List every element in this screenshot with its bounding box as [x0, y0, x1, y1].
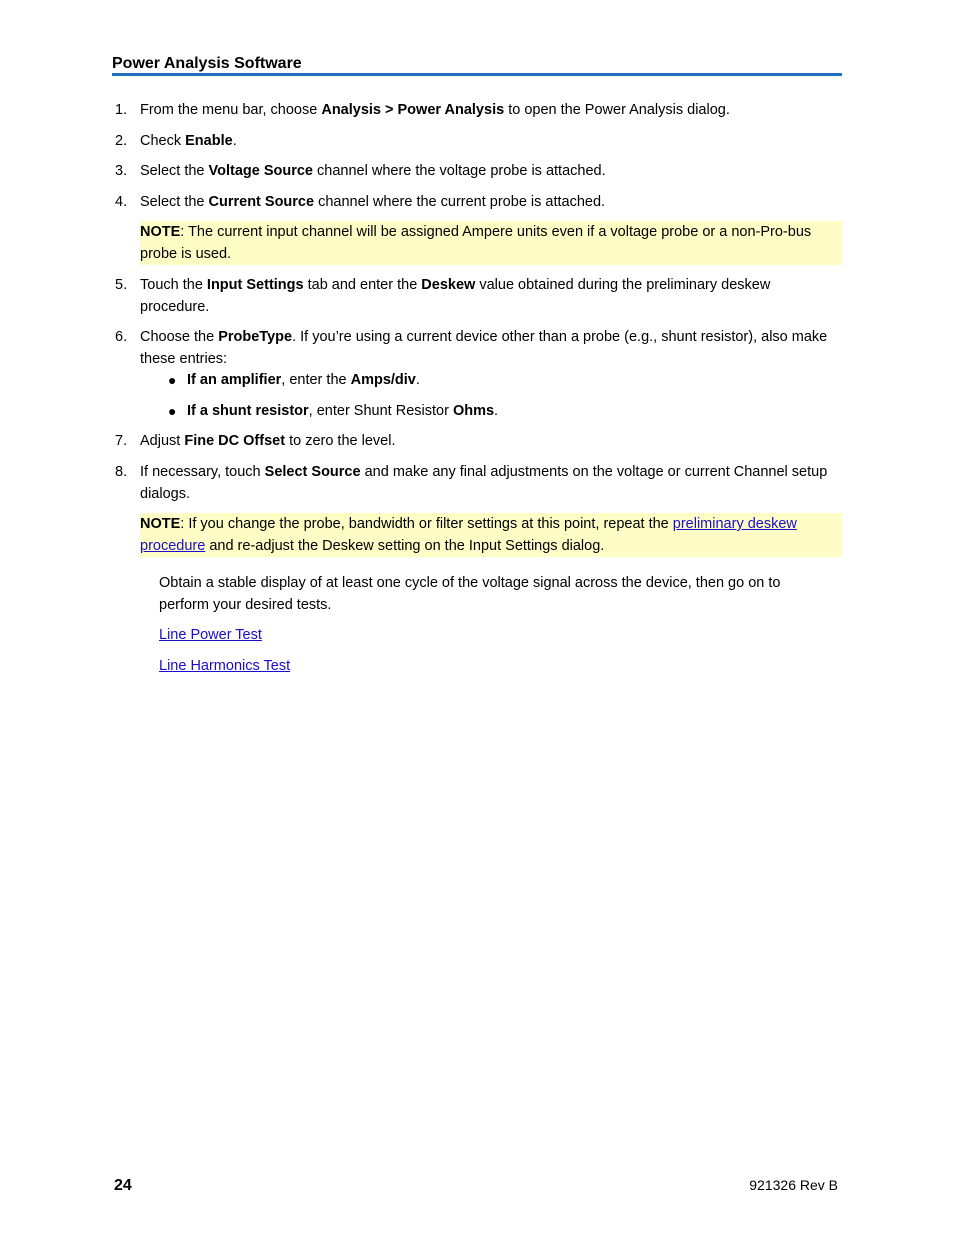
term-probetype: ProbeType: [218, 329, 293, 345]
link-line-harmonics-test[interactable]: Line Harmonics Test: [159, 658, 291, 674]
bullet-item-shunt-resistor: [168, 400, 828, 422]
bullet-text: , enter the: [281, 372, 351, 388]
bullet-icon: ●: [168, 403, 177, 419]
step-text: channel where the current probe is attached.: [314, 194, 606, 210]
list-item-step-7: [112, 430, 842, 452]
list-item-step-8: [112, 461, 842, 505]
document-revision: 921326 Rev B: [749, 1177, 838, 1193]
bullet-term: Ohms: [452, 403, 495, 419]
list-item-step-1: [112, 99, 842, 121]
step-text: From the menu bar, choose: [140, 102, 322, 118]
step-text: If necessary, touch: [140, 464, 265, 480]
note-box: [140, 513, 842, 557]
list-item-step-2: [112, 130, 842, 152]
bullet-icon: ●: [168, 372, 177, 388]
term-current-source: Current Source: [208, 194, 315, 210]
step-number: 8.: [115, 464, 128, 480]
step-text: Check: [140, 133, 186, 149]
bullet-term: If a shunt resistor: [187, 403, 309, 419]
step-number: 3.: [115, 163, 128, 179]
header-rule: [112, 73, 842, 76]
step-number: 7.: [115, 433, 128, 449]
step-text: to open the Power Analysis dialog.: [504, 102, 730, 118]
step-number: 6.: [115, 329, 128, 345]
note-label: NOTE: [140, 224, 181, 240]
term-input-settings: Input Settings: [206, 277, 304, 293]
step-text: to zero the level.: [285, 433, 396, 449]
step-text: .: [232, 133, 237, 149]
note-text: : If you change the probe, bandwidth or filter settings at this point, repeat the: [180, 516, 673, 532]
step-number: 5.: [115, 277, 128, 293]
bullet-text: .: [415, 372, 420, 388]
term-enable: Enable: [185, 133, 233, 149]
bullet-text: , enter Shunt Resistor: [308, 403, 453, 419]
step-text: tab and enter the: [303, 277, 422, 293]
note-text: and re-adjust the Deskew setting on the Input Settings dialog.: [205, 538, 605, 554]
list-item-step-6: [112, 326, 842, 370]
page-number: 24: [114, 1177, 132, 1194]
bullet-text: .: [494, 403, 499, 419]
term-deskew: Deskew: [421, 277, 476, 293]
step-text: Choose the: [140, 329, 219, 345]
link-row: [159, 624, 799, 646]
note-text: : The current input channel will be assigned Ampere units even if a voltage probe or a non-Pro-bus probe is used.: [140, 224, 812, 262]
step-text: value obtained during the preliminary deskew procedure.: [140, 277, 771, 315]
step-text: Touch the: [140, 277, 207, 293]
step-text: Adjust: [140, 433, 185, 449]
link-row: [159, 655, 799, 677]
menu-path: Analysis > Power Analysis: [321, 102, 505, 118]
body-paragraph: Obtain a stable display of at least one cycle of the voltage signal across the device, then go on to perform your desired tests.: [159, 575, 781, 613]
list-item-step-5: [112, 274, 842, 318]
step-number: 4.: [115, 194, 128, 210]
term-select-source: Select Source: [264, 464, 361, 480]
step-number: 1.: [115, 102, 128, 118]
step-number: 2.: [115, 133, 128, 149]
page-header-title: Power Analysis Software: [112, 55, 302, 72]
term-fine-dc-offset: Fine DC Offset: [184, 433, 286, 449]
bullet-item-amplifier: [168, 369, 828, 391]
term-voltage-source: Voltage Source: [208, 163, 313, 179]
step-text: and make any final adjustments on the voltage or current Channel setup dialogs.: [140, 464, 828, 502]
step-text: channel where the voltage probe is attached.: [313, 163, 606, 179]
step-text: Select the: [140, 194, 209, 210]
list-item-step-4: [112, 191, 842, 213]
note-box: [140, 221, 842, 265]
bullet-term: If an amplifier: [187, 372, 282, 388]
bullet-term: Amps/div: [350, 372, 416, 388]
step-text: Select the: [140, 163, 209, 179]
list-item-step-3: [112, 160, 842, 182]
link-line-power-test[interactable]: Line Power Test: [159, 627, 262, 643]
step-text: . If you’re using a current device other than a probe (e.g., shunt resistor), also make these entries:: [140, 329, 828, 367]
link-preliminary-deskew-procedure[interactable]: preliminary deskew procedure: [140, 516, 797, 554]
note-label: NOTE: [140, 516, 181, 532]
